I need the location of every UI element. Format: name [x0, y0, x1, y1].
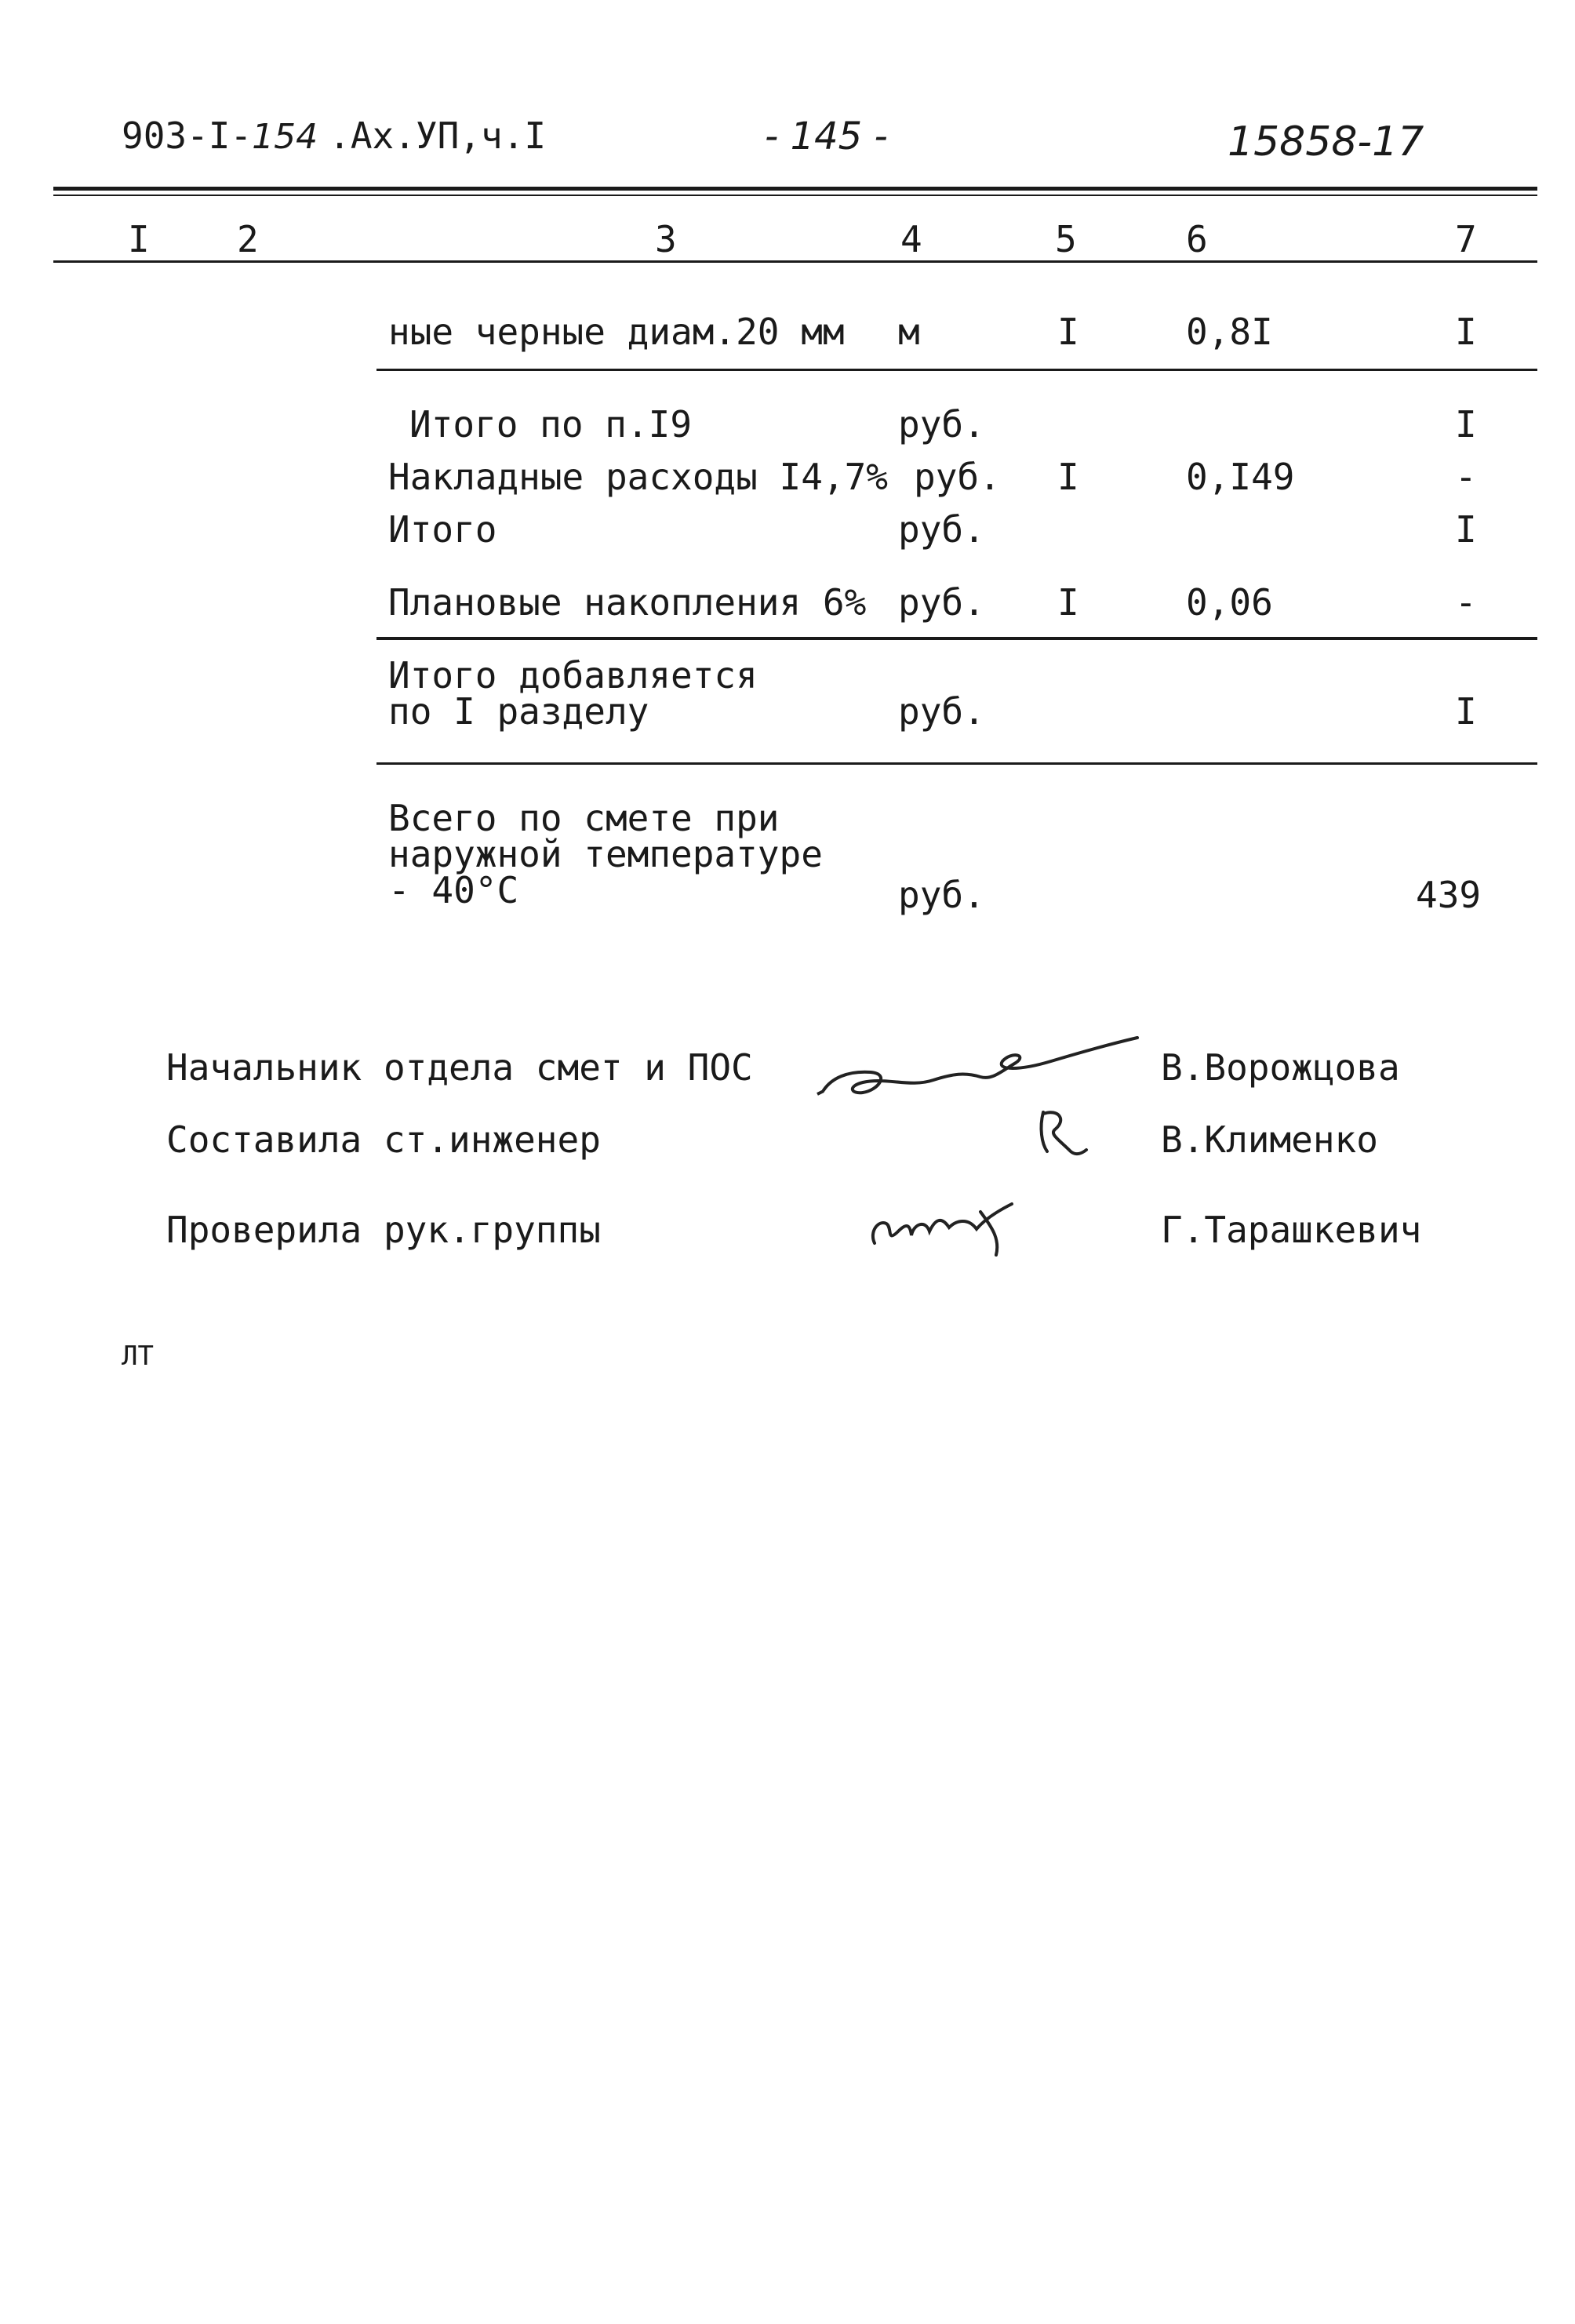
signature-name: Г.Тарашкевич: [1161, 1209, 1422, 1251]
top-rule: [53, 187, 1537, 191]
column-header-5: 5: [1055, 218, 1077, 260]
top-rule-thin: [53, 195, 1537, 196]
sheet-number: 15858-17: [1228, 118, 1424, 165]
row-rule: [376, 637, 1537, 640]
row-description-line2: по I разделу: [388, 690, 649, 733]
row-description: Итого по п.I9: [409, 403, 693, 446]
column-header-3: 3: [655, 218, 677, 260]
row-quantity: I: [1057, 456, 1079, 498]
column-header-7: 7: [1455, 218, 1477, 260]
row-total: I: [1455, 311, 1477, 353]
row-rule: [376, 762, 1537, 765]
column-header-1: I: [128, 218, 150, 260]
row-rule: [376, 369, 1537, 371]
row-description: Плановые накопления 6%: [388, 581, 867, 624]
handwritten-signature: [816, 1016, 1145, 1102]
row-quantity: I: [1057, 311, 1079, 353]
row-description-line3: - 40°С: [388, 869, 519, 911]
row-description: Накладные расходы I4,7%: [388, 456, 888, 498]
column-header-6: 6: [1186, 218, 1208, 260]
column-header-2: 2: [237, 218, 259, 260]
row-total: I: [1455, 690, 1477, 733]
row-description-line2: наружной температуре: [388, 833, 823, 875]
row-description-line1: Итого добавляется: [388, 654, 758, 696]
row-total: I: [1455, 403, 1477, 446]
handwritten-signature: [863, 1188, 1035, 1259]
signature-name: В.Ворожцова: [1161, 1046, 1400, 1089]
signature-name: В.Клименко: [1161, 1118, 1378, 1161]
signature-role: Начальник отдела смет и ПОС: [166, 1046, 753, 1089]
row-unit: руб.: [898, 690, 985, 733]
row-unit-price: 0,8I: [1186, 311, 1273, 353]
row-total: I: [1455, 508, 1477, 551]
row-unit: руб.: [898, 508, 985, 551]
row-unit: руб.: [898, 403, 985, 446]
row-total: 439: [1416, 874, 1482, 916]
row-description: Итого: [388, 508, 497, 551]
row-quantity: I: [1057, 581, 1079, 624]
header-rule: [53, 260, 1537, 263]
row-unit-price: 0,06: [1186, 581, 1273, 624]
row-description-line1: Всего по смете при: [388, 797, 780, 839]
document-code: 903-I-154 .Ах.УП,ч.I: [122, 115, 547, 157]
handwritten-signature: [1028, 1104, 1090, 1167]
signature-role: Проверила рук.группы: [166, 1209, 601, 1251]
column-header-4: 4: [900, 218, 922, 260]
row-unit: руб.: [898, 874, 985, 916]
row-unit: руб.: [914, 456, 1001, 498]
row-description: ные черные диам.20 мм: [388, 311, 845, 353]
row-unit: руб.: [898, 581, 985, 624]
row-total: -: [1455, 456, 1477, 498]
row-unit-price: 0,I49: [1186, 456, 1295, 498]
row-total: -: [1455, 581, 1477, 624]
page-number: - 145 -: [765, 115, 888, 158]
signature-role: Составила ст.инженер: [166, 1118, 601, 1161]
row-unit: м: [898, 311, 920, 353]
footer-mark: ЛТ: [122, 1340, 154, 1372]
